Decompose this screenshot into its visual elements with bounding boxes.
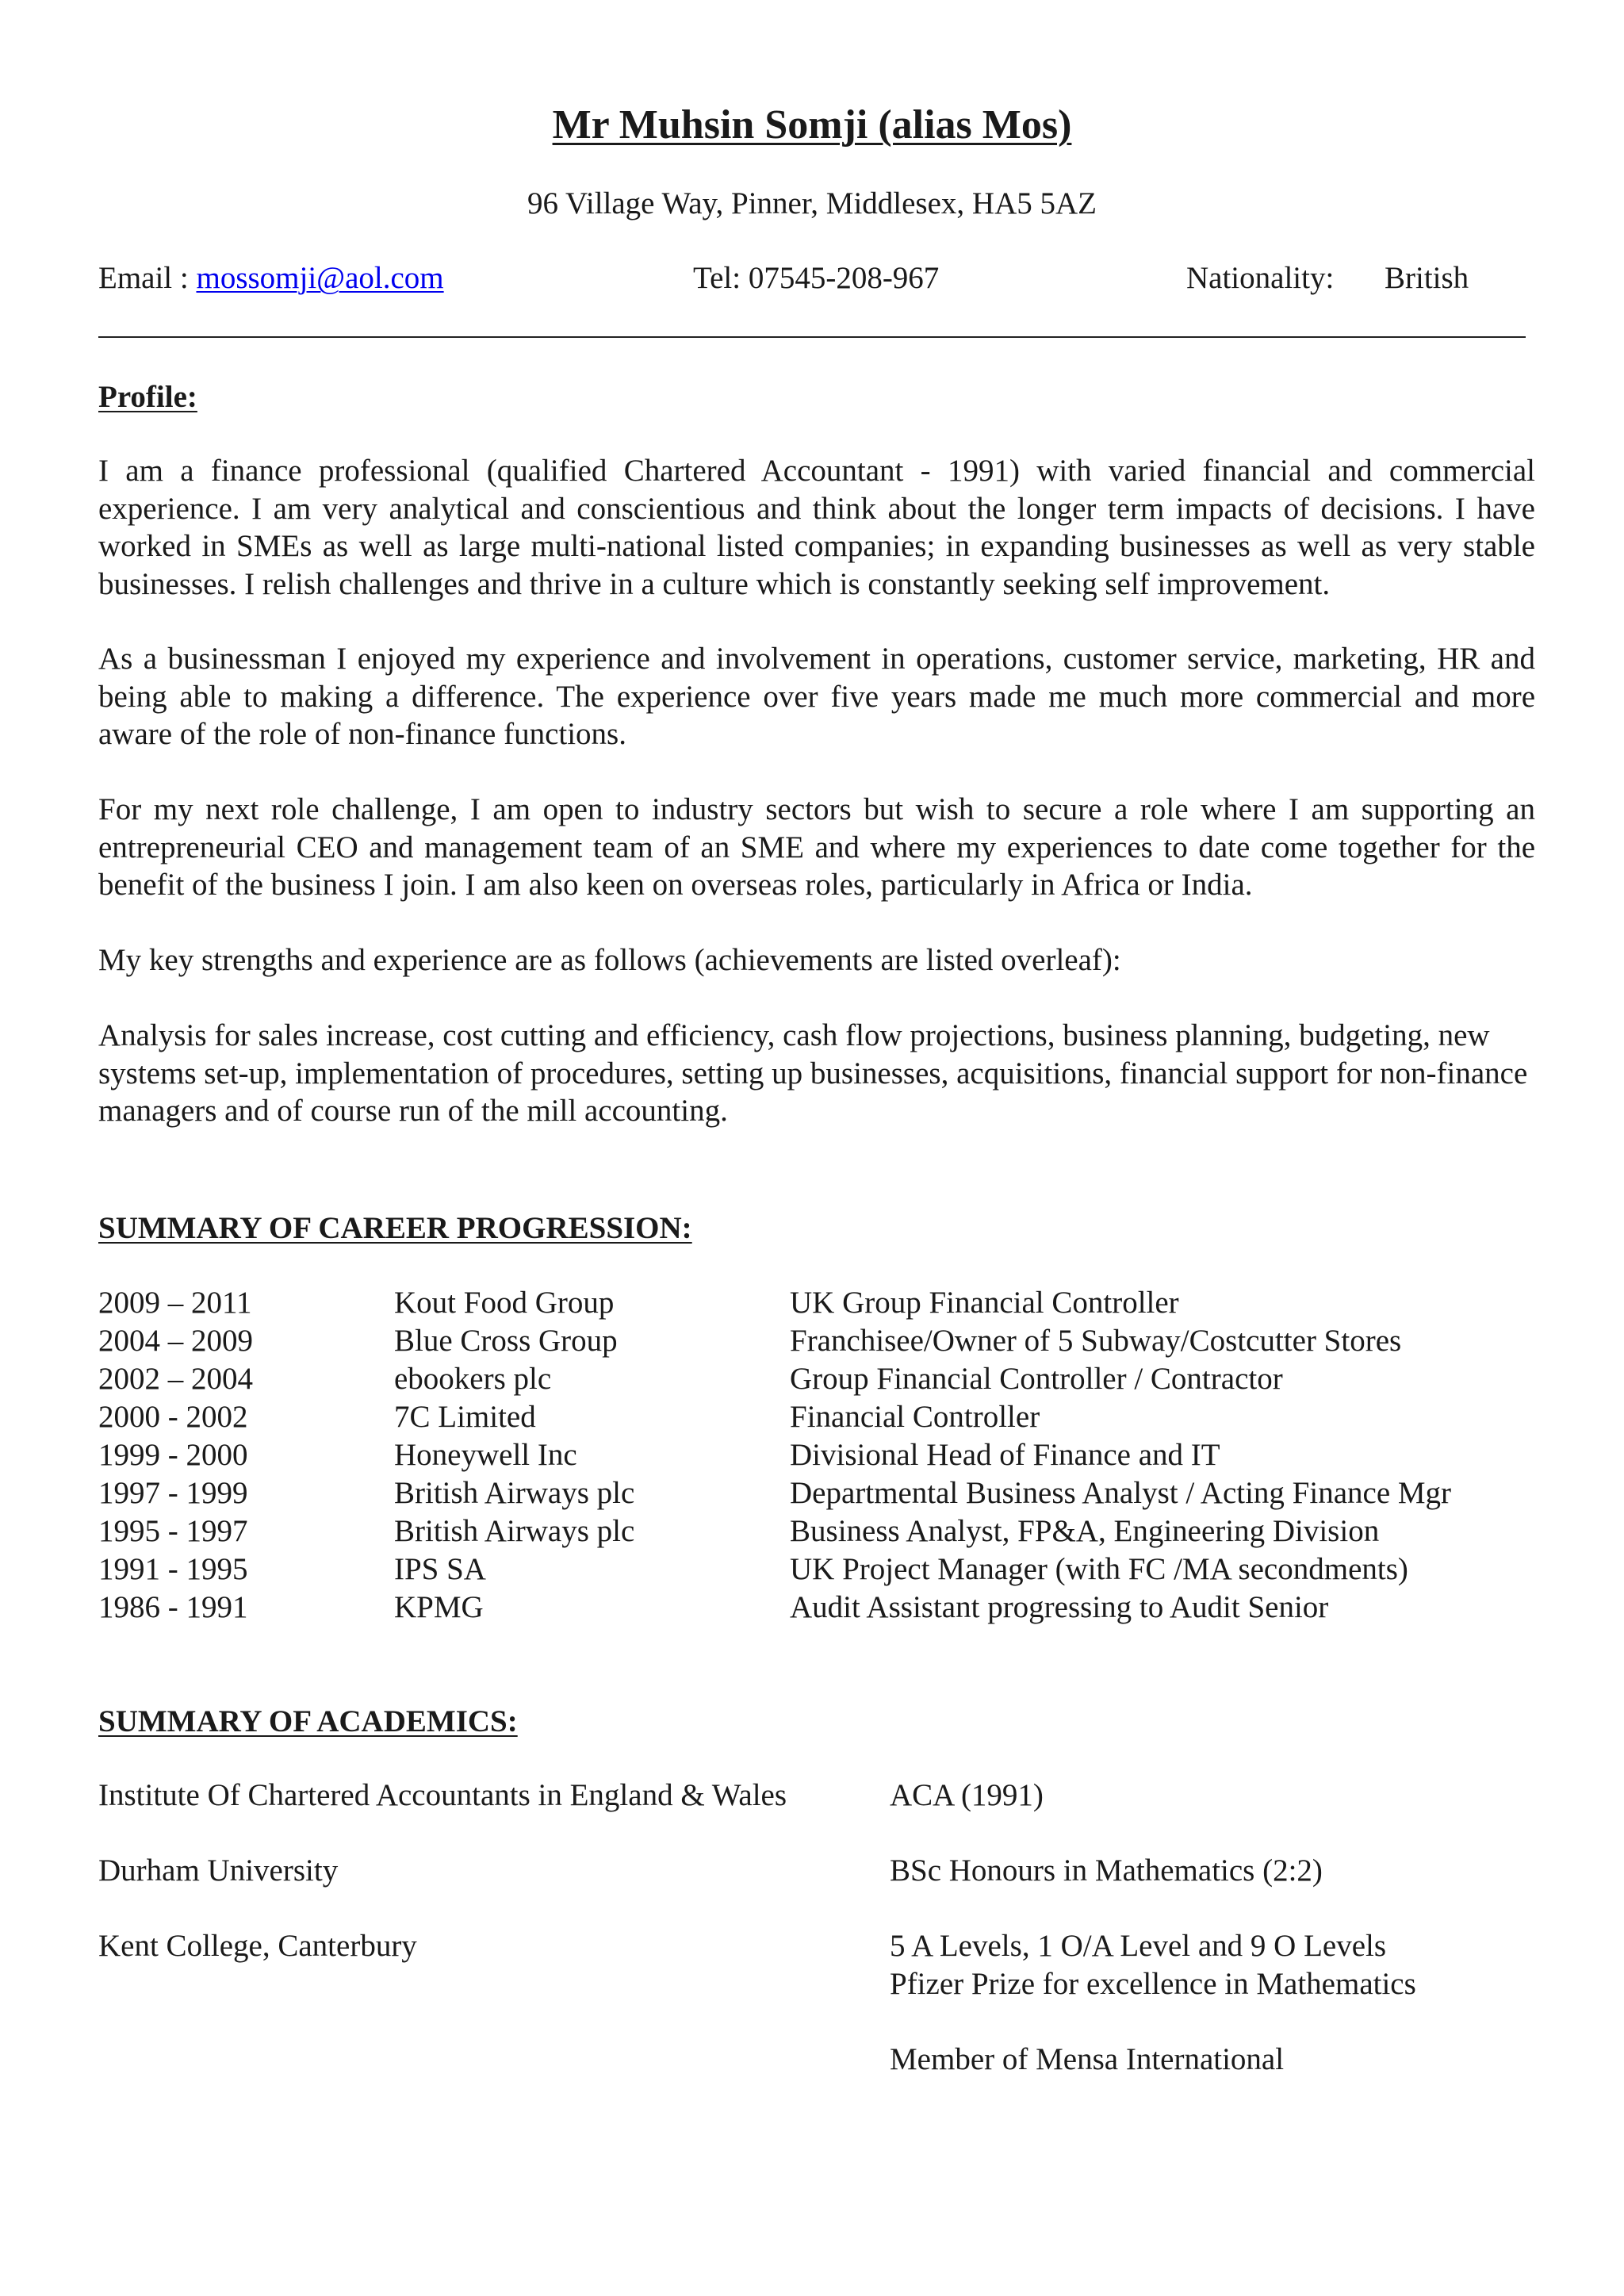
profile-paragraph: My key strengths and experience are as follows (achievements are listed overleaf): (98, 943, 1121, 977)
career-company: IPS SA (394, 1552, 486, 1586)
profile-paragraph: Analysis for sales increase, cost cutting and efficiency, cash flow projections, business planning, budgeting, new systems set-up, implementation of procedures, setting up businesses, acquisitions, financial support for non-finance managers and of course run of the mill accounting. (98, 1018, 1528, 1128)
profile-paragraph: As a businessman I enjoyed my experience and involvement in operations, customer service, marketing, HR and being able to making a difference. The experience over five years made me much more commercial and more aware of the role of non-finance functions. (98, 642, 1535, 751)
career-role: Departmental Business Analyst / Acting Finance Mgr (790, 1476, 1452, 1510)
career-heading: SUMMARY OF CAREER PROGRESSION: (98, 1211, 692, 1245)
header-divider (98, 336, 1526, 338)
academic-institution: Kent College, Canterbury (98, 1929, 417, 1963)
career-role: Franchisee/Owner of 5 Subway/Costcutter Stores (790, 1324, 1402, 1358)
career-role: Business Analyst, FP&A, Engineering Division (790, 1514, 1380, 1548)
career-years: 1999 - 2000 (98, 1438, 248, 1472)
email-link[interactable]: mossomji@aol.com (196, 261, 444, 295)
academic-qualification: ACA (1991) (890, 1778, 1044, 1812)
career-role: Financial Controller (790, 1400, 1040, 1434)
career-company: Honeywell Inc (394, 1438, 577, 1472)
career-company: Kout Food Group (394, 1286, 615, 1320)
career-company: British Airways plc (394, 1476, 635, 1510)
academic-extra: Member of Mensa International (890, 2042, 1285, 2076)
email-line (98, 260, 444, 296)
academic-qualification: Pfizer Prize for excellence in Mathematics (890, 1967, 1416, 2001)
career-role: UK Group Financial Controller (790, 1286, 1179, 1320)
career-company: Blue Cross Group (394, 1324, 618, 1358)
career-company: ebookers plc (394, 1362, 552, 1396)
career-years: 1995 - 1997 (98, 1514, 248, 1548)
academic-institution: Durham University (98, 1853, 339, 1888)
academic-institution: Institute Of Chartered Accountants in England & Wales (98, 1778, 787, 1812)
career-company: 7C Limited (394, 1400, 536, 1434)
career-years: 1991 - 1995 (98, 1552, 248, 1586)
profile-paragraph: I am a finance professional (qualified Chartered Accountant - 1991) with varied financial and commercial experience. I am very analytical and conscientious and think about the longer term impacts of decisions. I have worked in SMEs as well as large multi-national listed companies; in expanding businesses as well as very stable businesses. I relish challenges and thrive in a culture which is constantly seeking self improvement. (98, 454, 1535, 601)
career-years: 2004 – 2009 (98, 1324, 253, 1358)
career-role: Audit Assistant progressing to Audit Senior (790, 1590, 1329, 1624)
academics-heading: SUMMARY OF ACADEMICS: (98, 1704, 518, 1738)
telephone: Tel: 07545-208-967 (693, 261, 940, 295)
career-role: Group Financial Controller / Contractor (790, 1362, 1283, 1396)
profile-paragraph: For my next role challenge, I am open to industry sectors but wish to secure a role where I am supporting an entrepreneurial CEO and management team of an SME and where my experiences to date come together for the benefit of the business I join. I am also keen on overseas roles, particularly in Africa or India. (98, 792, 1535, 902)
career-company: British Airways plc (394, 1514, 635, 1548)
career-years: 2000 - 2002 (98, 1400, 248, 1434)
career-role: UK Project Manager (with FC /MA secondments) (790, 1552, 1408, 1586)
nationality-value: British (1385, 261, 1469, 295)
email-label: Email : (98, 261, 197, 295)
career-years: 1986 - 1991 (98, 1590, 248, 1624)
academic-qualification: BSc Honours in Mathematics (2:2) (890, 1853, 1323, 1888)
candidate-name: Mr Muhsin Somji (alias Mos) (552, 102, 1072, 148)
career-role: Divisional Head of Finance and IT (790, 1438, 1220, 1472)
career-years: 2002 – 2004 (98, 1362, 253, 1396)
career-years: 1997 - 1999 (98, 1476, 248, 1510)
academic-qualification: 5 A Levels, 1 O/A Level and 9 O Levels (890, 1929, 1387, 1963)
career-years: 2009 – 2011 (98, 1286, 252, 1320)
nationality-label: Nationality: (1186, 261, 1335, 295)
address: 96 Village Way, Pinner, Middlesex, HA5 5AZ (527, 186, 1097, 220)
career-company: KPMG (394, 1590, 484, 1624)
profile-heading: Profile: (98, 380, 197, 414)
